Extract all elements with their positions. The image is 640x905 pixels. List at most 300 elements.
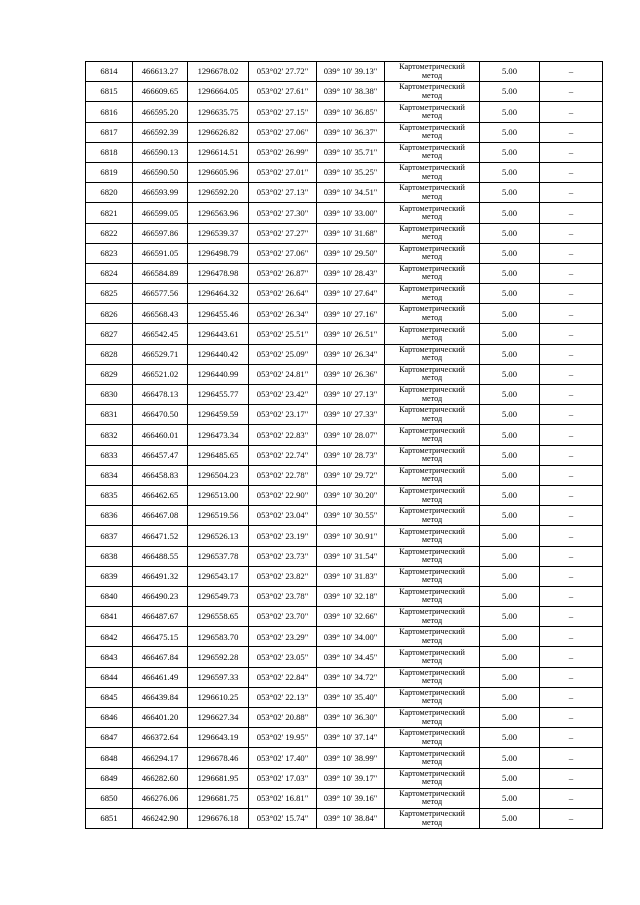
accuracy-cell: 5.00 (480, 768, 540, 788)
method-cell (385, 808, 480, 828)
point-number-cell: 6847 (86, 728, 133, 748)
method-line-2: метод (421, 90, 443, 100)
latitude-cell: 053°02' 27.72" (249, 62, 317, 82)
accuracy-cell: 5.00 (480, 526, 540, 546)
method-line-1: Картометрический (399, 748, 465, 758)
accuracy-cell: 5.00 (480, 728, 540, 748)
x-coordinate-cell: 466490.23 (133, 586, 188, 606)
table-row (86, 425, 603, 445)
y-coordinate-cell: 1296681.75 (188, 788, 249, 808)
point-number-cell: 6824 (86, 263, 133, 283)
longitude-cell: 039° 10' 27.33" (317, 405, 385, 425)
y-coordinate-cell: 1296464.32 (188, 284, 249, 304)
x-coordinate-cell: 466577.56 (133, 284, 188, 304)
longitude-cell: 039° 10' 30.55" (317, 506, 385, 526)
method-cell (385, 62, 480, 82)
x-coordinate-cell: 466529.71 (133, 344, 188, 364)
note-cell: – (540, 627, 603, 647)
longitude-cell: 039° 10' 38.38" (317, 82, 385, 102)
y-coordinate-cell: 1296440.99 (188, 364, 249, 384)
longitude-cell: 039° 10' 29.50" (317, 243, 385, 263)
x-coordinate-cell: 466593.99 (133, 183, 188, 203)
y-coordinate-cell: 1296627.34 (188, 708, 249, 728)
note-cell: – (540, 485, 603, 505)
latitude-cell: 053°02' 24.81" (249, 364, 317, 384)
accuracy-cell: 5.00 (480, 546, 540, 566)
latitude-cell: 053°02' 25.51" (249, 324, 317, 344)
y-coordinate-cell: 1296504.23 (188, 465, 249, 485)
method-line-1: Картометрический (399, 688, 465, 697)
method-cell (385, 647, 480, 667)
method-cell (385, 465, 480, 485)
latitude-cell: 053°02' 27.06" (249, 122, 317, 142)
y-coordinate-cell: 1296513.00 (188, 485, 249, 505)
note-cell: – (540, 687, 603, 707)
note-cell: – (540, 647, 603, 667)
method-line-1: Картометрический (399, 627, 465, 637)
table-row (86, 122, 603, 142)
note-cell: – (540, 344, 603, 364)
method-line-1: Картометрический (399, 385, 465, 395)
point-number-cell: 6826 (86, 304, 133, 324)
method-cell (385, 223, 480, 243)
accuracy-cell: 5.00 (480, 183, 540, 203)
method-line-2: метод (421, 353, 443, 363)
x-coordinate-cell: 466568.43 (133, 304, 188, 324)
accuracy-cell: 5.00 (480, 485, 540, 505)
method-line-2: метод (421, 635, 443, 645)
y-coordinate-cell: 1296563.96 (188, 203, 249, 223)
y-coordinate-cell: 1296583.70 (188, 627, 249, 647)
x-coordinate-cell: 466590.13 (133, 142, 188, 162)
method-cell (385, 728, 480, 748)
latitude-cell: 053°02' 26.99" (249, 142, 317, 162)
table-row (86, 808, 603, 828)
method-cell (385, 788, 480, 808)
x-coordinate-cell: 466591.05 (133, 243, 188, 263)
longitude-cell: 039° 10' 26.51" (317, 324, 385, 344)
longitude-cell: 039° 10' 31.83" (317, 566, 385, 586)
y-coordinate-cell: 1296610.25 (188, 687, 249, 707)
method-cell (385, 546, 480, 566)
note-cell: – (540, 142, 603, 162)
note-cell: – (540, 223, 603, 243)
point-number-cell: 6836 (86, 506, 133, 526)
latitude-cell: 053°02' 26.64" (249, 284, 317, 304)
accuracy-cell: 5.00 (480, 162, 540, 182)
latitude-cell: 053°02' 23.73" (249, 546, 317, 566)
longitude-cell: 039° 10' 32.66" (317, 607, 385, 627)
note-cell: – (540, 122, 603, 142)
y-coordinate-cell: 1296558.65 (188, 607, 249, 627)
method-line-1: Картометрический (399, 788, 465, 798)
note-cell: – (540, 506, 603, 526)
method-line-2: метод (421, 534, 443, 544)
table-row (86, 102, 603, 122)
latitude-cell: 053°02' 26.87" (249, 263, 317, 283)
method-line-1: Картометрический (399, 264, 465, 274)
table-row (86, 243, 603, 263)
method-line-1: Картометрический (399, 344, 465, 354)
x-coordinate-cell: 466488.55 (133, 546, 188, 566)
longitude-cell: 039° 10' 26.36" (317, 364, 385, 384)
latitude-cell: 053°02' 27.27" (249, 223, 317, 243)
method-cell (385, 162, 480, 182)
coordinates-table (85, 61, 603, 829)
point-number-cell: 6822 (86, 223, 133, 243)
table-row (86, 304, 603, 324)
table-row (86, 263, 603, 283)
y-coordinate-cell: 1296678.46 (188, 748, 249, 768)
y-coordinate-cell: 1296440.42 (188, 344, 249, 364)
y-coordinate-cell: 1296592.20 (188, 183, 249, 203)
accuracy-cell: 5.00 (480, 607, 540, 627)
latitude-cell: 053°02' 23.17" (249, 405, 317, 425)
point-number-cell: 6816 (86, 102, 133, 122)
x-coordinate-cell: 466372.64 (133, 728, 188, 748)
point-number-cell: 6850 (86, 788, 133, 808)
method-line-1: Картометрический (399, 122, 465, 132)
latitude-cell: 053°02' 27.61" (249, 82, 317, 102)
latitude-cell: 053°02' 17.40" (249, 748, 317, 768)
accuracy-cell: 5.00 (480, 708, 540, 728)
method-line-2: метод (421, 797, 443, 807)
method-line-1: Картометрический (399, 506, 465, 516)
method-cell (385, 586, 480, 606)
table-row (86, 788, 603, 808)
longitude-cell: 039° 10' 34.51" (317, 183, 385, 203)
longitude-cell: 039° 10' 34.45" (317, 647, 385, 667)
accuracy-cell: 5.00 (480, 344, 540, 364)
table-row (86, 62, 603, 82)
table-row (86, 708, 603, 728)
method-line-2: метод (421, 292, 443, 302)
method-line-2: метод (421, 171, 443, 181)
latitude-cell: 053°02' 23.78" (249, 586, 317, 606)
y-coordinate-cell: 1296681.95 (188, 768, 249, 788)
note-cell: – (540, 748, 603, 768)
longitude-cell: 039° 10' 29.72" (317, 465, 385, 485)
x-coordinate-cell: 466242.90 (133, 808, 188, 828)
longitude-cell: 039° 10' 30.20" (317, 485, 385, 505)
latitude-cell: 053°02' 22.13" (249, 687, 317, 707)
point-number-cell: 6849 (86, 768, 133, 788)
latitude-cell: 053°02' 27.01" (249, 162, 317, 182)
latitude-cell: 053°02' 22.90" (249, 485, 317, 505)
point-number-cell: 6829 (86, 364, 133, 384)
method-line-2: метод (421, 656, 443, 666)
longitude-cell: 039° 10' 35.40" (317, 687, 385, 707)
point-number-cell: 6821 (86, 203, 133, 223)
method-cell (385, 506, 480, 526)
accuracy-cell: 5.00 (480, 203, 540, 223)
x-coordinate-cell: 466609.65 (133, 82, 188, 102)
latitude-cell: 053°02' 19.95" (249, 728, 317, 748)
method-line-2: метод (421, 676, 443, 686)
point-number-cell: 6833 (86, 445, 133, 465)
accuracy-cell: 5.00 (480, 506, 540, 526)
note-cell: – (540, 102, 603, 122)
method-line-2: метод (421, 312, 443, 322)
table-row (86, 465, 603, 485)
point-number-cell: 6837 (86, 526, 133, 546)
point-number-cell: 6848 (86, 748, 133, 768)
accuracy-cell: 5.00 (480, 586, 540, 606)
method-cell (385, 183, 480, 203)
longitude-cell: 039° 10' 35.25" (317, 162, 385, 182)
method-cell (385, 526, 480, 546)
note-cell: – (540, 586, 603, 606)
point-number-cell: 6818 (86, 142, 133, 162)
latitude-cell: 053°02' 27.30" (249, 203, 317, 223)
table-row (86, 647, 603, 667)
latitude-cell: 053°02' 15.74" (249, 808, 317, 828)
point-number-cell: 6834 (86, 465, 133, 485)
y-coordinate-cell: 1296676.18 (188, 808, 249, 828)
method-cell (385, 768, 480, 788)
x-coordinate-cell: 466470.50 (133, 405, 188, 425)
y-coordinate-cell: 1296459.59 (188, 405, 249, 425)
method-line-2: метод (421, 615, 443, 625)
point-number-cell: 6832 (86, 425, 133, 445)
point-number-cell: 6831 (86, 405, 133, 425)
accuracy-cell: 5.00 (480, 223, 540, 243)
latitude-cell: 053°02' 27.06" (249, 243, 317, 263)
x-coordinate-cell: 466491.32 (133, 566, 188, 586)
method-line-2: метод (421, 393, 443, 403)
note-cell: – (540, 243, 603, 263)
method-line-2: метод (421, 575, 443, 585)
longitude-cell: 039° 10' 27.16" (317, 304, 385, 324)
point-number-cell: 6840 (86, 586, 133, 606)
point-number-cell: 6838 (86, 546, 133, 566)
method-line-1: Картометрический (399, 324, 465, 334)
longitude-cell: 039° 10' 37.14" (317, 728, 385, 748)
accuracy-cell: 5.00 (480, 425, 540, 445)
method-line-2: метод (421, 191, 443, 201)
longitude-cell: 039° 10' 36.85" (317, 102, 385, 122)
method-cell (385, 82, 480, 102)
accuracy-cell: 5.00 (480, 62, 540, 82)
note-cell: – (540, 183, 603, 203)
method-line-1: Картометрический (399, 546, 465, 556)
method-line-2: метод (421, 333, 443, 343)
table-row (86, 183, 603, 203)
table-row (86, 748, 603, 768)
x-coordinate-cell: 466521.02 (133, 364, 188, 384)
y-coordinate-cell: 1296498.79 (188, 243, 249, 263)
table-row (86, 162, 603, 182)
method-cell (385, 385, 480, 405)
accuracy-cell: 5.00 (480, 122, 540, 142)
note-cell: – (540, 546, 603, 566)
y-coordinate-cell: 1296643.19 (188, 728, 249, 748)
x-coordinate-cell: 466462.65 (133, 485, 188, 505)
method-line-2: метод (421, 756, 443, 766)
latitude-cell: 053°02' 22.83" (249, 425, 317, 445)
method-line-1: Картометрический (399, 183, 465, 193)
x-coordinate-cell: 466592.39 (133, 122, 188, 142)
x-coordinate-cell: 466458.83 (133, 465, 188, 485)
note-cell: – (540, 808, 603, 828)
method-line-1: Картометрический (399, 768, 465, 778)
latitude-cell: 053°02' 16.81" (249, 788, 317, 808)
latitude-cell: 053°02' 20.88" (249, 708, 317, 728)
x-coordinate-cell: 466595.20 (133, 102, 188, 122)
longitude-cell: 039° 10' 33.00" (317, 203, 385, 223)
latitude-cell: 053°02' 25.09" (249, 344, 317, 364)
table-row (86, 586, 603, 606)
point-number-cell: 6825 (86, 284, 133, 304)
longitude-cell: 039° 10' 28.43" (317, 263, 385, 283)
x-coordinate-cell: 466461.49 (133, 667, 188, 687)
method-line-1: Картометрический (399, 728, 465, 738)
y-coordinate-cell: 1296539.37 (188, 223, 249, 243)
accuracy-cell: 5.00 (480, 647, 540, 667)
longitude-cell: 039° 10' 26.34" (317, 344, 385, 364)
method-cell (385, 344, 480, 364)
longitude-cell: 039° 10' 31.54" (317, 546, 385, 566)
method-line-1: Картометрический (399, 566, 465, 576)
y-coordinate-cell: 1296443.61 (188, 324, 249, 344)
table-row (86, 687, 603, 707)
method-line-1: Картометрический (399, 102, 465, 112)
longitude-cell: 039° 10' 27.13" (317, 385, 385, 405)
x-coordinate-cell: 466467.08 (133, 506, 188, 526)
y-coordinate-cell: 1296605.96 (188, 162, 249, 182)
table-row (86, 385, 603, 405)
method-cell (385, 142, 480, 162)
method-cell (385, 708, 480, 728)
method-line-1: Картометрический (399, 708, 465, 718)
method-cell (385, 607, 480, 627)
method-line-2: метод (421, 272, 443, 282)
note-cell: – (540, 62, 603, 82)
longitude-cell: 039° 10' 34.00" (317, 627, 385, 647)
table-row (86, 667, 603, 687)
method-line-2: метод (421, 555, 443, 565)
accuracy-cell: 5.00 (480, 465, 540, 485)
method-line-2: метод (421, 494, 443, 504)
longitude-cell: 039° 10' 38.99" (317, 748, 385, 768)
method-cell (385, 667, 480, 687)
x-coordinate-cell: 466584.89 (133, 263, 188, 283)
table-row (86, 485, 603, 505)
method-line-2: метод (421, 817, 443, 827)
note-cell: – (540, 445, 603, 465)
method-line-2: метод (421, 70, 443, 80)
note-cell: – (540, 405, 603, 425)
longitude-cell: 039° 10' 38.84" (317, 808, 385, 828)
point-number-cell: 6839 (86, 566, 133, 586)
latitude-cell: 053°02' 23.42" (249, 385, 317, 405)
note-cell: – (540, 708, 603, 728)
table-row (86, 203, 603, 223)
x-coordinate-cell: 466590.50 (133, 162, 188, 182)
x-coordinate-cell: 466439.84 (133, 687, 188, 707)
latitude-cell: 053°02' 23.82" (249, 566, 317, 586)
x-coordinate-cell: 466282.60 (133, 768, 188, 788)
longitude-cell: 039° 10' 27.64" (317, 284, 385, 304)
note-cell: – (540, 566, 603, 586)
method-line-1: Картометрический (399, 365, 465, 374)
latitude-cell: 053°02' 23.04" (249, 506, 317, 526)
longitude-cell: 039° 10' 36.30" (317, 708, 385, 728)
method-line-1: Картометрический (399, 203, 465, 213)
table-row (86, 526, 603, 546)
longitude-cell: 039° 10' 30.91" (317, 526, 385, 546)
point-number-cell: 6819 (86, 162, 133, 182)
method-cell (385, 566, 480, 586)
method-line-1: Картометрический (399, 405, 465, 415)
accuracy-cell: 5.00 (480, 687, 540, 707)
y-coordinate-cell: 1296478.98 (188, 263, 249, 283)
y-coordinate-cell: 1296455.46 (188, 304, 249, 324)
method-line-1: Картометрический (399, 465, 465, 475)
method-cell (385, 687, 480, 707)
accuracy-cell: 5.00 (480, 788, 540, 808)
method-line-2: метод (421, 373, 443, 383)
x-coordinate-cell: 466475.15 (133, 627, 188, 647)
table-row (86, 728, 603, 748)
y-coordinate-cell: 1296455.77 (188, 385, 249, 405)
method-line-2: метод (421, 252, 443, 262)
y-coordinate-cell: 1296626.82 (188, 122, 249, 142)
accuracy-cell: 5.00 (480, 243, 540, 263)
point-number-cell: 6842 (86, 627, 133, 647)
x-coordinate-cell: 466457.47 (133, 445, 188, 465)
method-line-1: Картометрический (399, 445, 465, 455)
method-line-2: метод (421, 514, 443, 524)
point-number-cell: 6815 (86, 82, 133, 102)
accuracy-cell: 5.00 (480, 304, 540, 324)
method-line-1: Картометрический (399, 82, 465, 92)
point-number-cell: 6841 (86, 607, 133, 627)
point-number-cell: 6827 (86, 324, 133, 344)
y-coordinate-cell: 1296526.13 (188, 526, 249, 546)
x-coordinate-cell: 466467.84 (133, 647, 188, 667)
method-line-2: метод (421, 211, 443, 221)
latitude-cell: 053°02' 22.78" (249, 465, 317, 485)
table-row (86, 768, 603, 788)
point-number-cell: 6817 (86, 122, 133, 142)
note-cell: – (540, 364, 603, 384)
x-coordinate-cell: 466401.20 (133, 708, 188, 728)
note-cell: – (540, 768, 603, 788)
longitude-cell: 039° 10' 36.37" (317, 122, 385, 142)
method-line-2: метод (421, 232, 443, 242)
method-cell (385, 102, 480, 122)
y-coordinate-cell: 1296543.17 (188, 566, 249, 586)
note-cell: – (540, 203, 603, 223)
y-coordinate-cell: 1296614.51 (188, 142, 249, 162)
latitude-cell: 053°02' 26.34" (249, 304, 317, 324)
x-coordinate-cell: 466460.01 (133, 425, 188, 445)
table-row (86, 627, 603, 647)
method-cell (385, 445, 480, 465)
table-row (86, 566, 603, 586)
y-coordinate-cell: 1296519.56 (188, 506, 249, 526)
point-number-cell: 6823 (86, 243, 133, 263)
table-row (86, 546, 603, 566)
note-cell: – (540, 425, 603, 445)
method-cell (385, 304, 480, 324)
point-number-cell: 6845 (86, 687, 133, 707)
method-line-1: Картометрический (399, 607, 465, 617)
method-line-1: Картометрический (399, 486, 465, 496)
note-cell: – (540, 385, 603, 405)
accuracy-cell: 5.00 (480, 284, 540, 304)
